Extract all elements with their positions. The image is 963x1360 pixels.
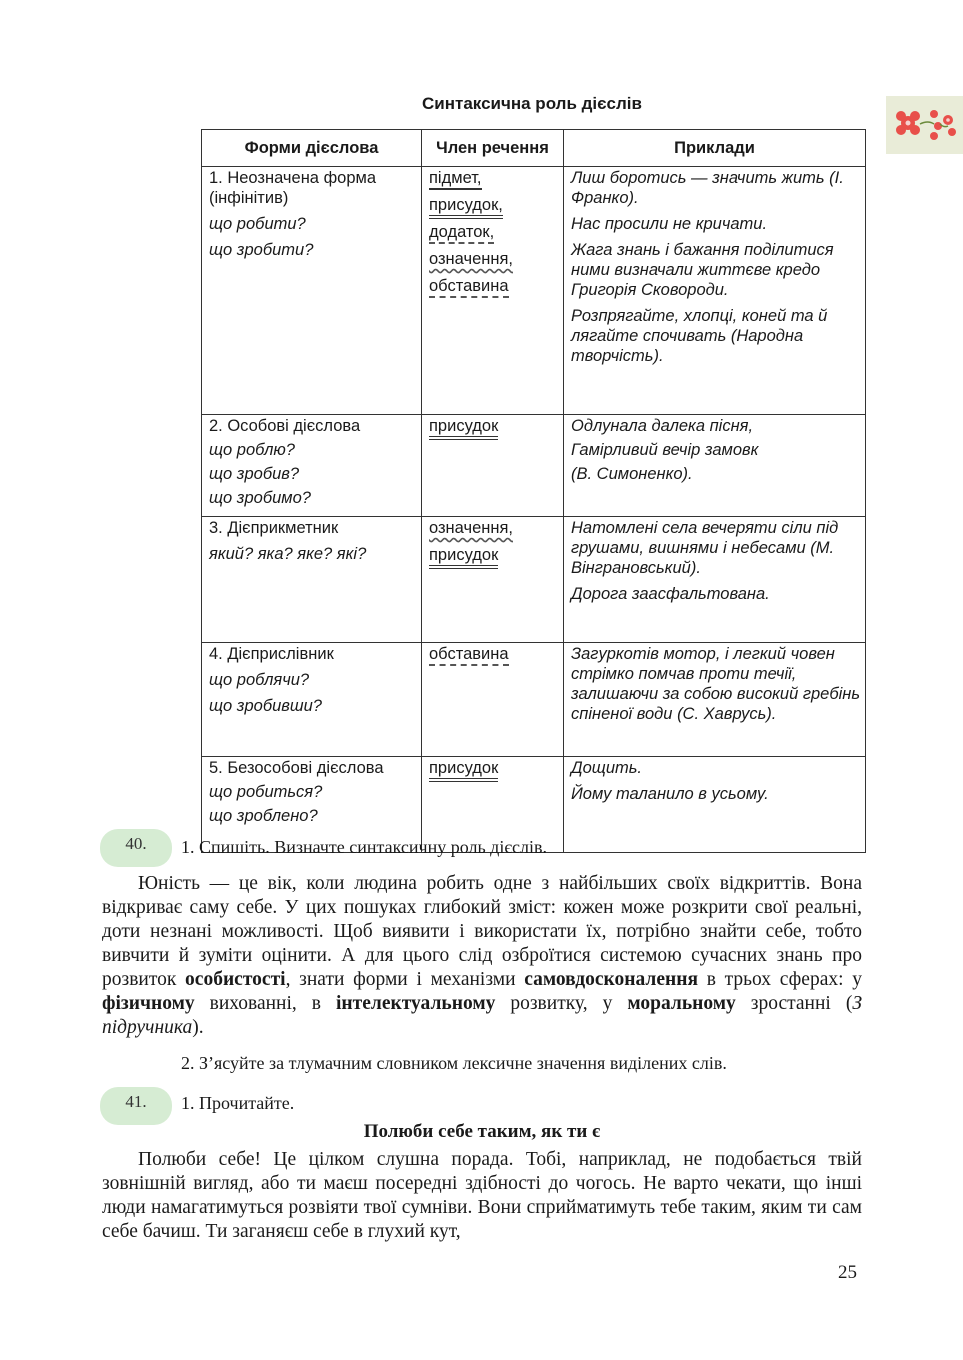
form-cell <box>202 167 422 415</box>
example-text: (В. Симоненко). <box>571 465 693 483</box>
member-attribute: означення, <box>429 519 513 537</box>
example-text: Дощить. <box>571 759 643 777</box>
form-title: 2. Особові дієслова <box>209 417 361 435</box>
highlighted-word: самовдосконалення <box>524 969 698 990</box>
exercise-text: Полюби себе! Це цілком слушна порада. Тобі, наприклад, не подобається твій зовнішній вигляд, або ти маєш посередні здібності до чогось. Не варто чекати, що інші люди намагатимуться розвіяти твої сумніви. Вони сприйматимуть тебе таким, яким ти сам себе бачиш. Ти заганяєш себе в глухий кут, <box>102 1149 862 1242</box>
form-cell <box>202 415 422 517</box>
example-text: Йому таланило в усьому. <box>571 785 769 803</box>
member-subject: підмет, <box>429 169 482 190</box>
source-note: З підручника <box>102 993 862 1038</box>
exercise-task: 1. Спишіть. Визначте синтаксичну роль дієслів. <box>181 837 548 857</box>
highlighted-word: фізичному <box>102 993 195 1014</box>
highlighted-word: інтелектуальному <box>336 993 496 1014</box>
header-examples: Приклади <box>564 130 866 167</box>
form-cell <box>202 643 422 757</box>
example-text: Одлунала далека пісня, <box>571 417 754 435</box>
example-cell <box>564 517 866 643</box>
table-row <box>202 167 866 415</box>
example-text: Дорога заасфальтована. <box>571 585 770 603</box>
form-question: що зробивши? <box>209 697 322 715</box>
member-object: додаток, <box>429 223 494 244</box>
form-cell <box>202 517 422 643</box>
text-run: , знати форми і механізми <box>285 969 525 990</box>
header-forms: Форми дієслова <box>202 130 422 167</box>
example-cell <box>564 415 866 517</box>
form-question: що роблю? <box>209 441 295 459</box>
member-cell <box>422 167 564 415</box>
highlighted-word: особистості <box>185 969 286 990</box>
text-run: Юність — це вік, коли людина робить одне з найбільших своїх відкриттів. Вона відкриває саму себе. У цих пошуках глибокий зміст: кожен може розкрити свої реальні, доти незнані можливості. Щоб виявити і використати їх, потрібно знайти себе, тобто вивчити й зуміти оцінити. А для цього слід озброїтися системою сучасних знань про розвиток <box>102 873 862 990</box>
example-text: Лиш боротись — значить жить (І. Франко). <box>571 169 844 207</box>
verb-syntax-table <box>201 129 866 853</box>
embroidery-ornament-icon <box>886 96 963 154</box>
form-question: що зробив? <box>209 465 300 483</box>
member-predicate: присудок <box>429 759 498 782</box>
table-row <box>202 415 866 517</box>
form-title: 3. Дієприкметник <box>209 519 339 537</box>
exercise-task: 1. Прочитайте. <box>181 1093 295 1113</box>
example-text: Гамірливий вечір замовк <box>571 441 759 459</box>
table-header-row <box>202 130 866 167</box>
member-adverbial: обставина <box>429 645 509 666</box>
member-cell <box>422 517 564 643</box>
example-text: Жага знань і бажання поділитися ними визначали життєве кредо Григорія Сковороди. <box>571 241 834 299</box>
member-cell <box>422 415 564 517</box>
form-question: що зроблено? <box>209 807 318 825</box>
form-title: 4. Дієприслівник <box>209 645 334 663</box>
text-title: Полюби себе таким, як ти є <box>363 1121 601 1142</box>
form-question: що робиться? <box>209 783 323 801</box>
text-run: зростанні ( <box>735 993 853 1014</box>
example-text: Загуркотів мотор, і легкий човен стрімко помчав проти течії, залишаючи за собою високий гребінь спіненої води (С. Хаврусь). <box>571 645 861 723</box>
form-title: 1. Неозначена форма (інфінітив) <box>209 169 377 207</box>
member-predicate: присудок, <box>429 196 503 219</box>
example-text: Нас просили не кричати. <box>571 215 768 233</box>
member-adverbial: обставина <box>429 277 509 298</box>
exercise-number-badge: 40. <box>100 829 172 867</box>
form-question: що зробимо? <box>209 489 311 507</box>
table-row <box>202 517 866 643</box>
form-question: що робити? <box>209 215 306 233</box>
exercise-task: 2. З’ясуйте за тлумачним словником лексичне значення виділених слів. <box>181 1053 727 1073</box>
example-cell <box>564 167 866 415</box>
exercise-text <box>102 872 862 1040</box>
form-question: що роблячи? <box>209 671 310 689</box>
table-row <box>202 643 866 757</box>
example-cell <box>564 757 866 853</box>
table-title: Синтаксична роль дієслів <box>422 94 642 113</box>
member-attribute: означення, <box>429 250 513 268</box>
highlighted-word: моральному <box>627 993 736 1014</box>
member-predicate: присудок <box>429 546 498 569</box>
example-text: Розпрягайте, хлопці, коней та й лягайте спочивать (Народна творчість). <box>571 307 828 365</box>
text-run: ). <box>192 1017 204 1038</box>
text-run: вихованні, в <box>194 993 336 1014</box>
header-member: Член речення <box>422 130 564 167</box>
form-title: 5. Безособові дієслова <box>209 759 384 777</box>
text-run: розвитку, у <box>495 993 628 1014</box>
member-predicate: присудок <box>429 417 498 440</box>
example-text: Натомлені села вечеряти сіли під грушами, вишнями і небесами (М. Вінграновський). <box>571 519 839 577</box>
example-cell <box>564 643 866 757</box>
page-number: 25 <box>838 1262 857 1283</box>
text-run: в трьох сферах: у <box>698 969 862 990</box>
form-question: що зробити? <box>209 241 314 259</box>
form-question: який? яка? яке? які? <box>209 545 367 563</box>
exercise-number-badge: 41. <box>100 1087 172 1125</box>
member-cell <box>422 643 564 757</box>
